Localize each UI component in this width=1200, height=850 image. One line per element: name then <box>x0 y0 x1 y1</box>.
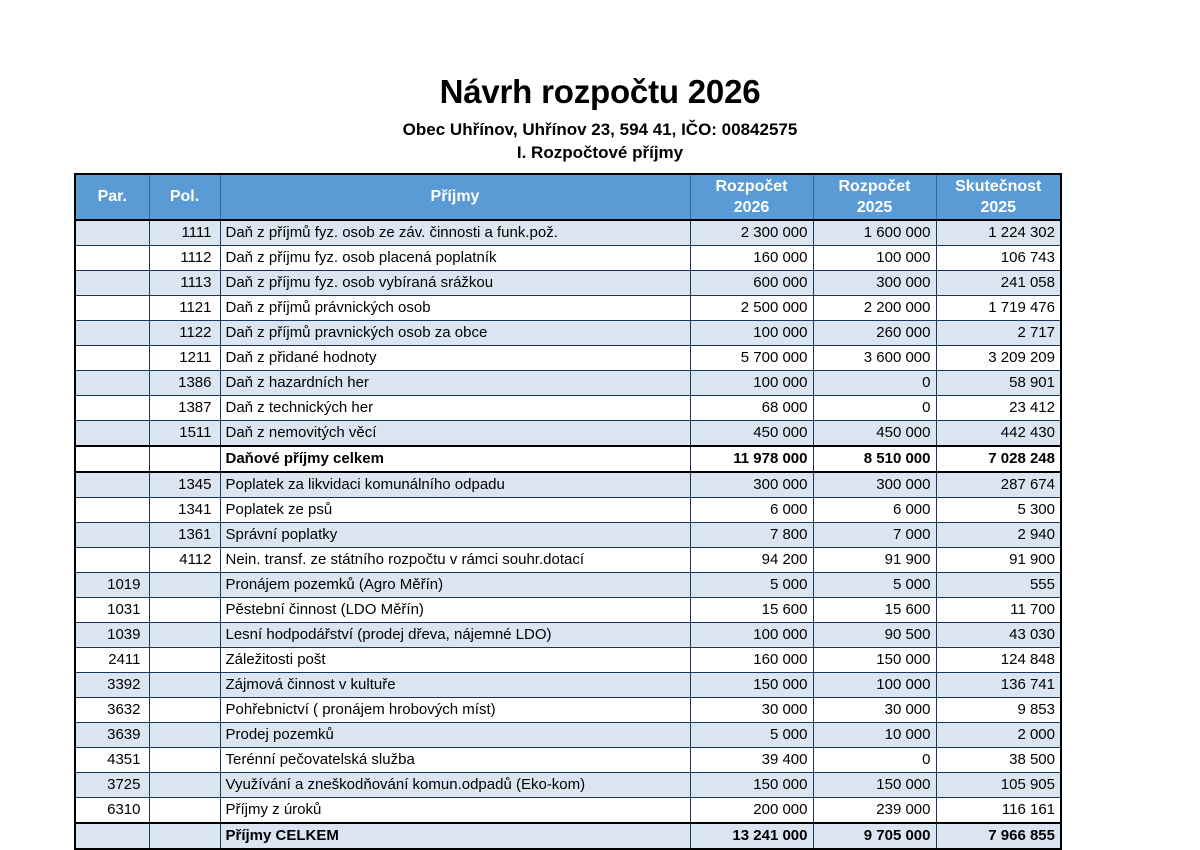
row-budget-2025: 90 500 <box>813 622 936 647</box>
row-description: Daň z technických her <box>220 395 690 420</box>
row-pol <box>149 823 220 849</box>
table-row <box>75 370 1061 395</box>
row-pol <box>149 622 220 647</box>
table-row <box>75 497 1061 522</box>
table-row <box>75 420 1061 446</box>
column-header-budget-2026 <box>690 174 813 220</box>
row-par: 1031 <box>75 597 149 622</box>
row-budget-2026: 150 000 <box>690 672 813 697</box>
row-budget-2026: 150 000 <box>690 772 813 797</box>
row-budget-2025: 10 000 <box>813 722 936 747</box>
column-header-pol: Pol. <box>149 174 220 220</box>
row-actual-2025: 38 500 <box>936 747 1061 772</box>
row-pol: 1121 <box>149 295 220 320</box>
column-header-actual-2025-line1: Skutečnost <box>955 177 1042 195</box>
table-row <box>75 672 1061 697</box>
row-budget-2026: 11 978 000 <box>690 446 813 472</box>
row-description: Správní poplatky <box>220 522 690 547</box>
column-header-budget-2026-line1: Rozpočet <box>715 177 788 195</box>
row-budget-2026: 39 400 <box>690 747 813 772</box>
table-row <box>75 597 1061 622</box>
row-description: Nein. transf. ze státního rozpočtu v rámci souhr.dotací <box>220 547 690 572</box>
row-actual-2025: 136 741 <box>936 672 1061 697</box>
row-budget-2025: 3 600 000 <box>813 345 936 370</box>
row-description: Daň z příjmů pravnických osob za obce <box>220 320 690 345</box>
row-budget-2026: 13 241 000 <box>690 823 813 849</box>
row-budget-2026: 94 200 <box>690 547 813 572</box>
row-actual-2025: 442 430 <box>936 420 1061 446</box>
row-budget-2025: 0 <box>813 395 936 420</box>
row-budget-2025: 100 000 <box>813 245 936 270</box>
municipality-identification: Obec Uhřínov, Uhřínov 23, 594 41, IČO: 00842575 <box>402 119 798 139</box>
row-budget-2025: 0 <box>813 747 936 772</box>
row-par <box>75 446 149 472</box>
row-budget-2026: 30 000 <box>690 697 813 722</box>
row-budget-2025: 450 000 <box>813 420 936 446</box>
table-row <box>75 622 1061 647</box>
row-description: Daň z nemovitých věcí <box>220 420 690 446</box>
row-pol: 1345 <box>149 472 220 498</box>
row-actual-2025: 105 905 <box>936 772 1061 797</box>
row-par <box>75 245 149 270</box>
row-actual-2025: 91 900 <box>936 547 1061 572</box>
row-budget-2026: 7 800 <box>690 522 813 547</box>
row-pol: 4112 <box>149 547 220 572</box>
row-actual-2025: 106 743 <box>936 245 1061 270</box>
row-par: 2411 <box>75 647 149 672</box>
budget-table-container <box>74 173 1060 850</box>
row-pol <box>149 797 220 823</box>
row-pol <box>149 722 220 747</box>
row-par <box>75 823 149 849</box>
table-row <box>75 320 1061 345</box>
row-budget-2026: 6 000 <box>690 497 813 522</box>
row-pol: 1387 <box>149 395 220 420</box>
row-pol: 1112 <box>149 245 220 270</box>
row-par <box>75 420 149 446</box>
row-actual-2025: 11 700 <box>936 597 1061 622</box>
column-header-budget-2025 <box>813 174 936 220</box>
row-budget-2026: 2 300 000 <box>690 220 813 246</box>
row-actual-2025: 116 161 <box>936 797 1061 823</box>
row-actual-2025: 5 300 <box>936 497 1061 522</box>
row-budget-2026: 160 000 <box>690 647 813 672</box>
row-description: Terénní pečovatelská služba <box>220 747 690 772</box>
row-actual-2025: 9 853 <box>936 697 1061 722</box>
column-header-description: Příjmy <box>220 174 690 220</box>
row-budget-2026: 15 600 <box>690 597 813 622</box>
row-par <box>75 295 149 320</box>
row-budget-2025: 300 000 <box>813 472 936 498</box>
row-pol: 1511 <box>149 420 220 446</box>
row-par <box>75 345 149 370</box>
row-par: 3725 <box>75 772 149 797</box>
row-actual-2025: 7 028 248 <box>936 446 1061 472</box>
table-row <box>75 295 1061 320</box>
table-row <box>75 345 1061 370</box>
table-row <box>75 270 1061 295</box>
column-header-budget-2025-line2: 2025 <box>856 198 893 216</box>
table-row <box>75 647 1061 672</box>
row-par <box>75 320 149 345</box>
row-pol <box>149 572 220 597</box>
row-budget-2025: 150 000 <box>813 772 936 797</box>
table-row <box>75 572 1061 597</box>
row-budget-2026: 100 000 <box>690 370 813 395</box>
row-budget-2025: 9 705 000 <box>813 823 936 849</box>
row-actual-2025: 2 940 <box>936 522 1061 547</box>
row-description: Daň z hazardních her <box>220 370 690 395</box>
row-par <box>75 395 149 420</box>
row-pol: 1211 <box>149 345 220 370</box>
row-budget-2025: 8 510 000 <box>813 446 936 472</box>
document-header <box>0 0 1200 163</box>
table-body <box>75 220 1061 849</box>
row-description: Příjmy z úroků <box>220 797 690 823</box>
row-budget-2026: 160 000 <box>690 245 813 270</box>
row-actual-2025: 2 717 <box>936 320 1061 345</box>
table-row <box>75 722 1061 747</box>
row-par: 6310 <box>75 797 149 823</box>
table-row <box>75 547 1061 572</box>
row-actual-2025: 3 209 209 <box>936 345 1061 370</box>
row-par <box>75 472 149 498</box>
table-row <box>75 747 1061 772</box>
table-row <box>75 395 1061 420</box>
row-actual-2025: 43 030 <box>936 622 1061 647</box>
row-par <box>75 220 149 246</box>
row-description: Daň z přidané hodnoty <box>220 345 690 370</box>
table-total-row <box>75 446 1061 472</box>
row-par <box>75 522 149 547</box>
row-par <box>75 547 149 572</box>
row-budget-2026: 100 000 <box>690 320 813 345</box>
row-par: 1039 <box>75 622 149 647</box>
row-budget-2025: 6 000 <box>813 497 936 522</box>
table-head <box>75 174 1061 220</box>
row-budget-2026: 68 000 <box>690 395 813 420</box>
row-description: Poplatek ze psů <box>220 497 690 522</box>
row-budget-2025: 0 <box>813 370 936 395</box>
table-header-row <box>75 174 1061 220</box>
row-actual-2025: 1 719 476 <box>936 295 1061 320</box>
row-budget-2025: 2 200 000 <box>813 295 936 320</box>
table-row <box>75 472 1061 498</box>
row-budget-2025: 239 000 <box>813 797 936 823</box>
row-pol <box>149 647 220 672</box>
row-par <box>75 270 149 295</box>
row-actual-2025: 287 674 <box>936 472 1061 498</box>
row-pol <box>149 697 220 722</box>
row-budget-2025: 91 900 <box>813 547 936 572</box>
budget-revenues-table <box>74 173 1062 850</box>
row-pol <box>149 672 220 697</box>
row-actual-2025: 7 966 855 <box>936 823 1061 849</box>
row-description: Daň z příjmů fyz. osob ze záv. činnosti a funk.pož. <box>220 220 690 246</box>
table-row <box>75 522 1061 547</box>
column-header-budget-2025-line1: Rozpočet <box>838 177 911 195</box>
row-pol: 1386 <box>149 370 220 395</box>
row-description: Daň z příjmů právnických osob <box>220 295 690 320</box>
row-pol: 1122 <box>149 320 220 345</box>
page-title: Návrh rozpočtu 2026 <box>439 73 761 110</box>
row-par <box>75 497 149 522</box>
row-budget-2025: 5 000 <box>813 572 936 597</box>
row-par: 4351 <box>75 747 149 772</box>
row-actual-2025: 241 058 <box>936 270 1061 295</box>
row-budget-2026: 200 000 <box>690 797 813 823</box>
row-actual-2025: 58 901 <box>936 370 1061 395</box>
table-total-row <box>75 823 1061 849</box>
row-description: Pohřebnictví ( pronájem hrobových míst) <box>220 697 690 722</box>
row-description: Daň z příjmu fyz. osob vybíraná srážkou <box>220 270 690 295</box>
row-pol: 1341 <box>149 497 220 522</box>
row-description: Daň z příjmu fyz. osob placená poplatník <box>220 245 690 270</box>
row-par <box>75 370 149 395</box>
table-row <box>75 220 1061 246</box>
row-description: Lesní hodpodářství (prodej dřeva, nájemné LDO) <box>220 622 690 647</box>
row-description: Příjmy CELKEM <box>220 823 690 849</box>
row-budget-2026: 600 000 <box>690 270 813 295</box>
table-row <box>75 772 1061 797</box>
row-par: 1019 <box>75 572 149 597</box>
row-budget-2026: 300 000 <box>690 472 813 498</box>
row-description: Daňové příjmy celkem <box>220 446 690 472</box>
column-header-par: Par. <box>75 174 149 220</box>
row-actual-2025: 555 <box>936 572 1061 597</box>
row-actual-2025: 23 412 <box>936 395 1061 420</box>
row-par: 3632 <box>75 697 149 722</box>
table-row <box>75 697 1061 722</box>
row-budget-2025: 300 000 <box>813 270 936 295</box>
row-budget-2026: 100 000 <box>690 622 813 647</box>
column-header-actual-2025-line2: 2025 <box>980 198 1017 216</box>
row-description: Pěstební činnost (LDO Měřín) <box>220 597 690 622</box>
row-description: Poplatek za likvidaci komunálního odpadu <box>220 472 690 498</box>
table-row <box>75 245 1061 270</box>
row-pol: 1113 <box>149 270 220 295</box>
row-pol <box>149 772 220 797</box>
row-pol <box>149 747 220 772</box>
row-actual-2025: 2 000 <box>936 722 1061 747</box>
row-budget-2025: 1 600 000 <box>813 220 936 246</box>
table-row <box>75 797 1061 823</box>
row-pol: 1111 <box>149 220 220 246</box>
row-actual-2025: 1 224 302 <box>936 220 1061 246</box>
row-pol <box>149 446 220 472</box>
section-title: I. Rozpočtové příjmy <box>516 143 684 163</box>
row-pol <box>149 597 220 622</box>
row-budget-2025: 150 000 <box>813 647 936 672</box>
row-budget-2026: 5 000 <box>690 722 813 747</box>
row-budget-2025: 15 600 <box>813 597 936 622</box>
column-header-budget-2026-line2: 2026 <box>733 198 770 216</box>
row-budget-2026: 2 500 000 <box>690 295 813 320</box>
row-par: 3392 <box>75 672 149 697</box>
row-description: Využívání a zneškodňování komun.odpadů (Eko-kom) <box>220 772 690 797</box>
row-budget-2026: 5 000 <box>690 572 813 597</box>
row-description: Prodej pozemků <box>220 722 690 747</box>
row-budget-2025: 260 000 <box>813 320 936 345</box>
row-actual-2025: 124 848 <box>936 647 1061 672</box>
column-header-actual-2025 <box>936 174 1061 220</box>
row-pol: 1361 <box>149 522 220 547</box>
row-budget-2025: 7 000 <box>813 522 936 547</box>
row-description: Pronájem pozemků (Agro Měřín) <box>220 572 690 597</box>
row-description: Záležitosti pošt <box>220 647 690 672</box>
row-description: Zájmová činnost v kultuře <box>220 672 690 697</box>
row-par: 3639 <box>75 722 149 747</box>
row-budget-2026: 5 700 000 <box>690 345 813 370</box>
row-budget-2025: 100 000 <box>813 672 936 697</box>
row-budget-2025: 30 000 <box>813 697 936 722</box>
row-budget-2026: 450 000 <box>690 420 813 446</box>
